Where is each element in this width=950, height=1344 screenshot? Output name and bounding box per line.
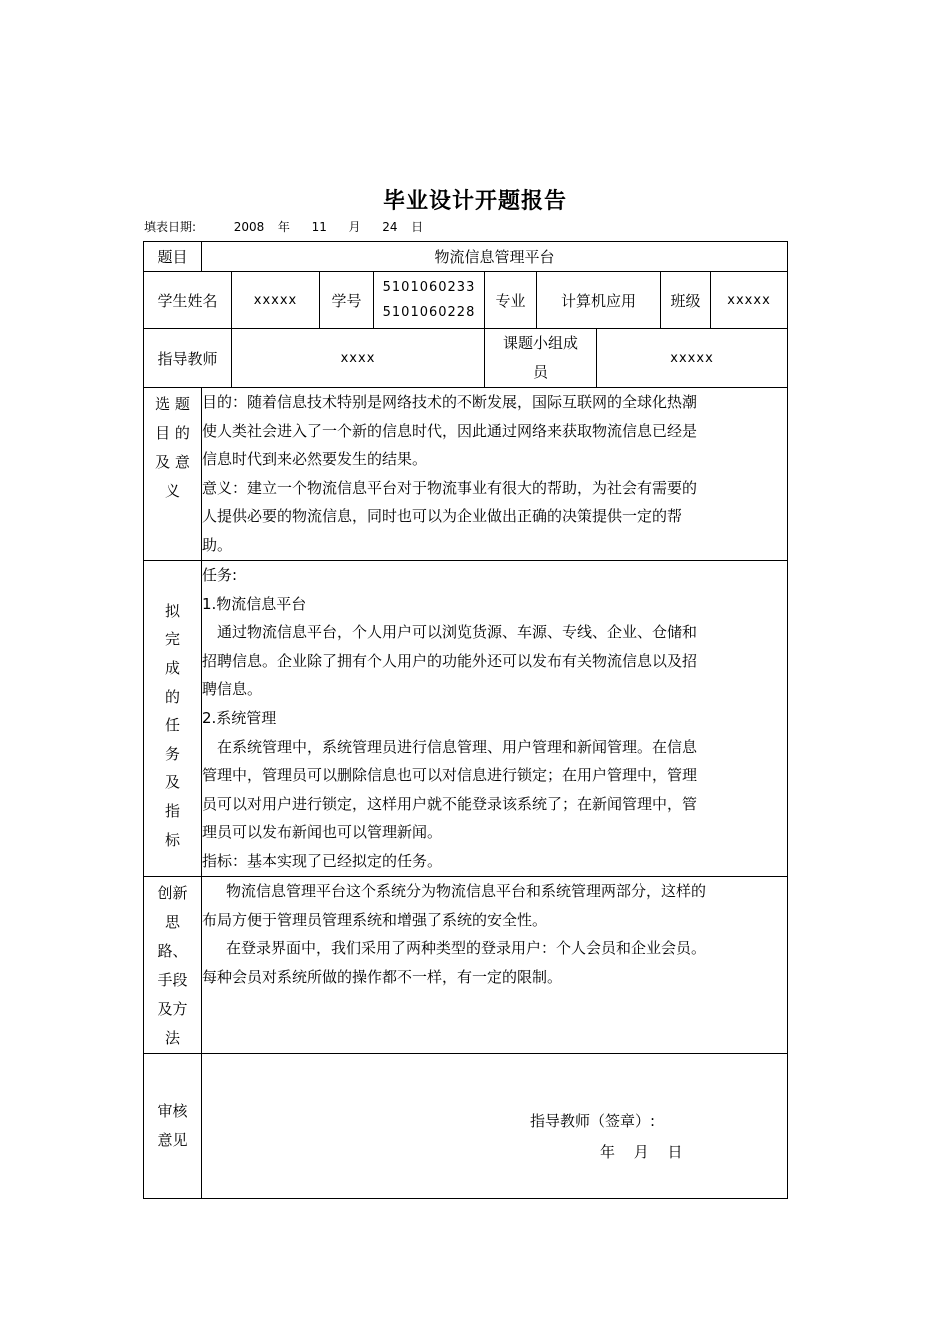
purpose-label-line: 义 [164, 482, 180, 500]
paragraph-line: 意义：建立一个物流信息平台对于物流事业有很大的帮助，为社会有需要的 [202, 478, 698, 497]
purpose-label-line: 及 意 [155, 453, 190, 471]
review-label [144, 1054, 202, 1199]
report-form-table [143, 241, 788, 1199]
paragraph-line: 使人类社会进入了一个新的信息时代，因此通过网络来获取物流信息已经是 [202, 421, 698, 440]
tasks-label-char: 的 [164, 687, 180, 706]
paragraph-line: 理员可以发布新闻也可以管理新闻。 [202, 823, 443, 842]
review-row [144, 1054, 788, 1199]
paragraph-line: 指标：基本实现了已经拟定的任务。 [202, 851, 443, 870]
innovation-label-line: 路、 [157, 942, 188, 960]
page-title: 毕业设计开题报告 [382, 189, 567, 214]
review-label-line: 审核 [157, 1102, 188, 1120]
innovation-row [144, 877, 788, 1054]
date-month: 11 [311, 220, 327, 234]
paragraph-line: 物流信息管理平台这个系统分为物流信息平台和系统管理两部分，这样的 [226, 882, 707, 900]
tasks-label-char: 拟 [164, 601, 180, 620]
paragraph-line: 2.系统管理 [202, 708, 277, 727]
advisor-label: 指导教师 [144, 329, 232, 388]
tasks-label-char: 成 [164, 659, 180, 678]
innovation-label [144, 877, 202, 1054]
topic-row [144, 242, 788, 272]
student-id-2: 5101060228 [382, 305, 476, 320]
purpose-label-line: 选 题 [155, 395, 190, 413]
paragraph-line: 1.物流信息平台 [202, 594, 307, 613]
date-day-unit: 日 [411, 220, 424, 234]
paragraph-line: 管理中，管理员可以删除信息也可以对信息进行锁定；在用户管理中，管理 [202, 766, 698, 785]
tasks-label-char: 及 [164, 773, 180, 792]
innovation-label-line: 思 [164, 913, 180, 931]
review-content [202, 1054, 788, 1199]
paragraph-line: 招聘信息。企业除了拥有个人用户的功能外还可以发布有关物流信息以及招 [202, 651, 698, 670]
paragraph-line: 在登录界面中，我们采用了两种类型的登录用户：个人会员和企业会员。 [226, 939, 707, 958]
group-members-label [485, 329, 597, 388]
topic-value: 物流信息管理平台 [202, 242, 788, 272]
student-id-1: 5101060233 [382, 280, 476, 295]
tasks-label-char: 务 [164, 744, 180, 763]
fill-date [144, 218, 423, 235]
paragraph-line: 人提供必要的物流信息，同时也可以为企业做出正确的决策提供一定的帮 [202, 507, 683, 526]
class-label: 班级 [661, 272, 711, 329]
group-label-line-1: 课题小组成 [502, 334, 578, 352]
innovation-content [202, 877, 788, 1054]
tasks-row [144, 561, 788, 877]
student-id-label: 学号 [320, 272, 374, 329]
student-row [144, 272, 788, 329]
topic-label: 题目 [144, 242, 202, 272]
tasks-label-char: 任 [164, 716, 180, 735]
student-name-label: 学生姓名 [144, 272, 232, 329]
paragraph-line: 员可以对用户进行锁定，这样用户就不能登录该系统了；在新闻管理中，管 [202, 794, 698, 813]
paragraph-line: 信息时代到来必然要发生的结果。 [202, 450, 428, 469]
student-name-value: xxxxx [232, 272, 320, 329]
signature-date: 年 月 日 [600, 1143, 683, 1161]
tasks-label-char: 标 [164, 830, 180, 849]
advisor-row [144, 329, 788, 388]
paragraph-line: 布局方便于管理员管理系统和增强了系统的安全性。 [202, 910, 548, 929]
innovation-label-line: 创新 [157, 884, 188, 902]
tasks-content [202, 561, 788, 877]
tasks-label-char: 指 [164, 801, 180, 820]
innovation-label-line: 及方 [157, 1000, 188, 1018]
paragraph-line: 聘信息。 [202, 680, 263, 699]
major-value: 计算机应用 [537, 272, 661, 329]
paragraph-line: 通过物流信息平台，个人用户可以浏览货源、车源、专线、企业、仓储和 [217, 623, 698, 642]
date-day: 24 [382, 220, 398, 234]
student-id-values [374, 272, 485, 329]
purpose-content [202, 388, 788, 561]
paragraph-line: 每种会员对系统所做的操作都不一样，有一定的限制。 [202, 967, 563, 986]
date-label: 填表日期: [144, 220, 197, 234]
paragraph-line: 在系统管理中，系统管理员进行信息管理、用户管理和新闻管理。在信息 [217, 737, 698, 756]
date-year: 2008 [233, 220, 265, 234]
innovation-label-line: 手段 [157, 971, 188, 989]
advisor-value: xxxx [232, 329, 485, 388]
date-month-unit: 月 [348, 220, 361, 234]
tasks-label [144, 561, 202, 877]
purpose-label [144, 388, 202, 561]
paragraph-line: 目的：随着信息技术特别是网络技术的不断发展，国际互联网的全球化热潮 [202, 393, 698, 411]
review-signature-area [202, 1054, 787, 1197]
paragraph-line: 任务: [202, 566, 238, 584]
class-value: xxxxx [711, 272, 788, 329]
review-label-line: 意见 [157, 1131, 188, 1149]
purpose-row [144, 388, 788, 561]
purpose-label-line: 目 的 [155, 424, 190, 442]
date-year-unit: 年 [277, 220, 290, 234]
group-label-line-2: 员 [532, 363, 548, 381]
paragraph-line: 助。 [202, 535, 233, 554]
group-members-value: xxxxx [597, 329, 788, 388]
advisor-signature-label: 指导教师（签章）: [530, 1112, 656, 1130]
major-label: 专业 [485, 272, 537, 329]
tasks-label-char: 完 [164, 630, 180, 649]
innovation-label-line: 法 [164, 1029, 180, 1047]
